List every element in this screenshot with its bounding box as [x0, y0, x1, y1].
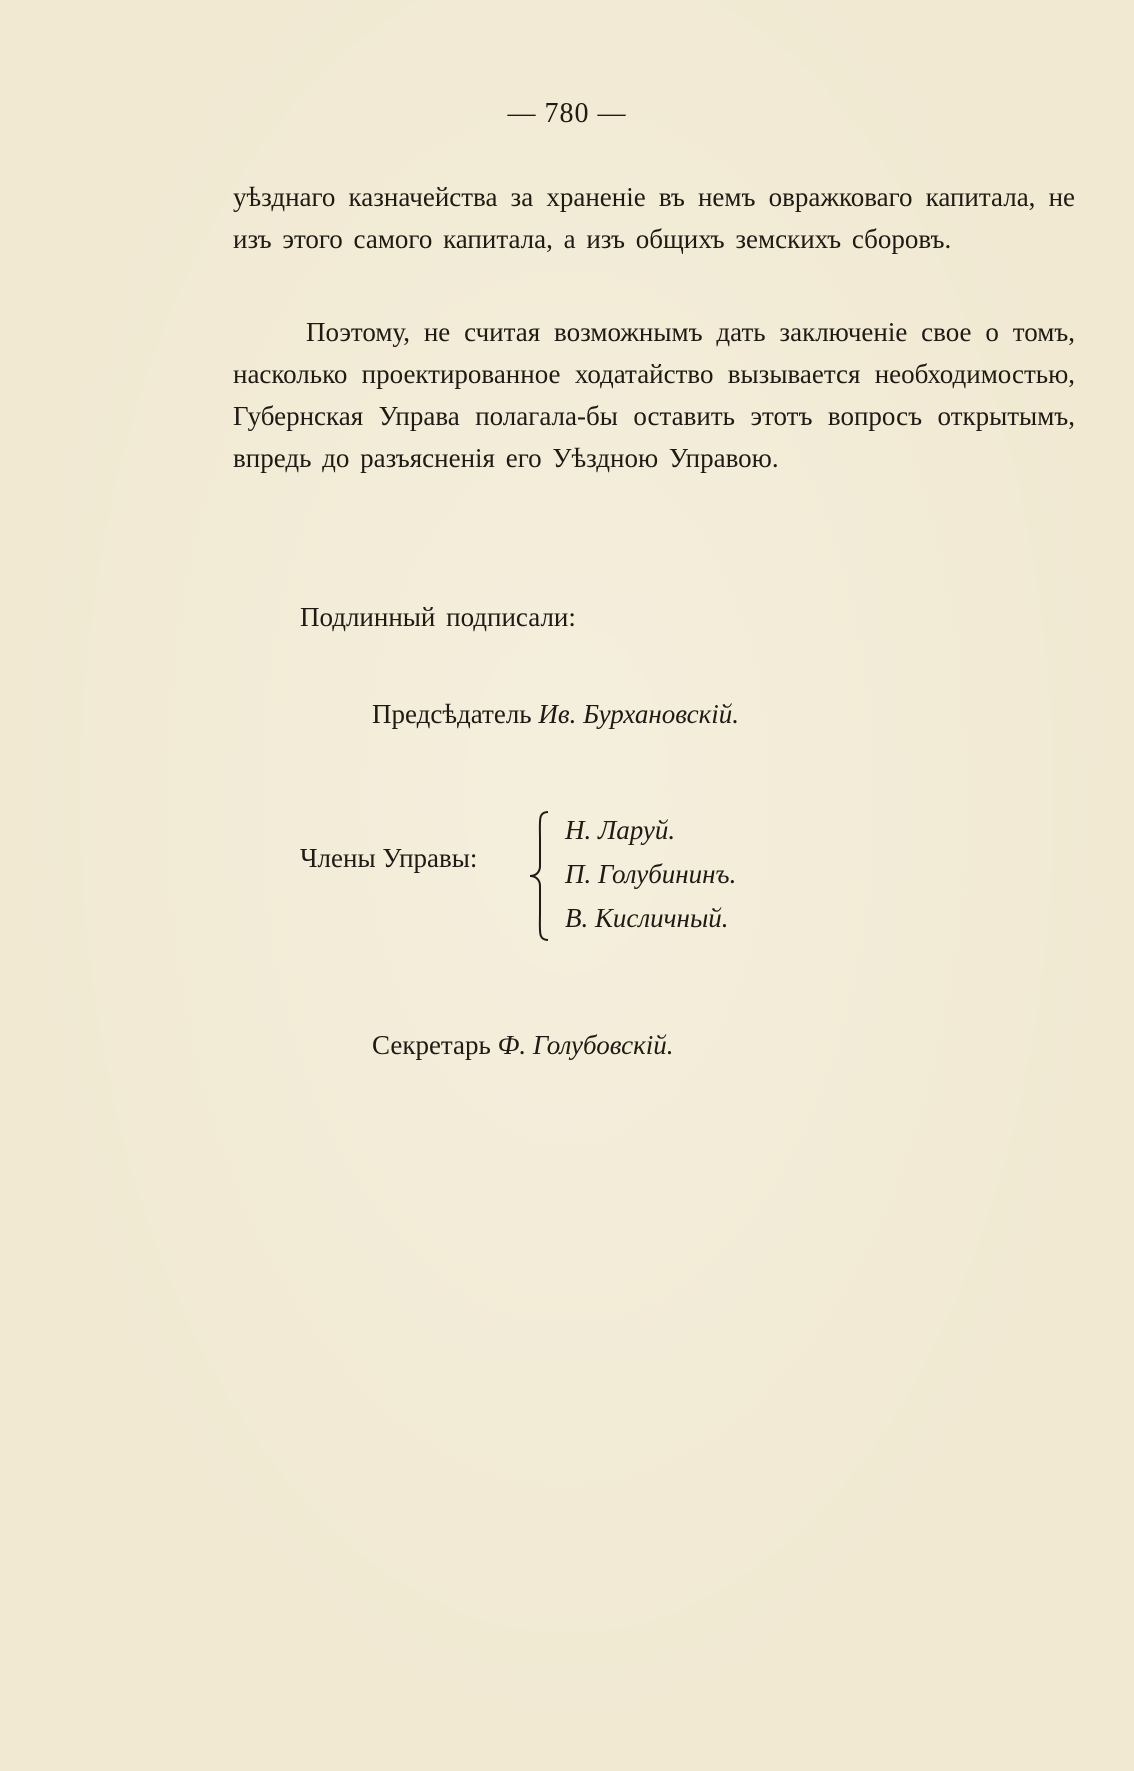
- secretary-name: Ф. Голубовскій.: [497, 1030, 674, 1060]
- paragraph-1: [233, 176, 1075, 260]
- chair-signature: [372, 699, 739, 730]
- member-name: П. Голубининъ.: [565, 859, 737, 889]
- member-name: В. Кисличный.: [565, 903, 729, 933]
- signatures-intro-text: Подлинный подписали:: [300, 602, 576, 632]
- secretary-signature: [372, 1030, 673, 1061]
- paragraph-2: [233, 311, 1075, 479]
- member-name: Н. Ларуй.: [565, 815, 676, 845]
- members-brace-icon: [528, 810, 554, 942]
- members-label: Члены Управы:: [300, 843, 478, 873]
- members-list: [565, 808, 736, 940]
- secretary-title: Секретарь: [372, 1030, 491, 1060]
- paragraph-1-text: уѣзднаго казначейства за храненіе въ немъ овражковаго капитала, не изъ этого самого капитала, а изъ общихъ земскихъ сборовъ.: [233, 182, 1075, 254]
- paragraph-2-text: Поэтому, не считая возможнымъ дать заключеніе свое о томъ, насколько проектированное ходатайство вызывается необходимостью, Губернская Управа полагала-бы оставить этотъ вопросъ открытымъ, впредь до разъясненія его Уѣздною Управою.: [233, 317, 1075, 473]
- signatures-intro: [300, 596, 1000, 638]
- chair-name: Ив. Бурхановскій.: [538, 699, 740, 729]
- page-number: — 780 —: [507, 98, 627, 129]
- chair-title: Предсѣдатель: [372, 699, 532, 729]
